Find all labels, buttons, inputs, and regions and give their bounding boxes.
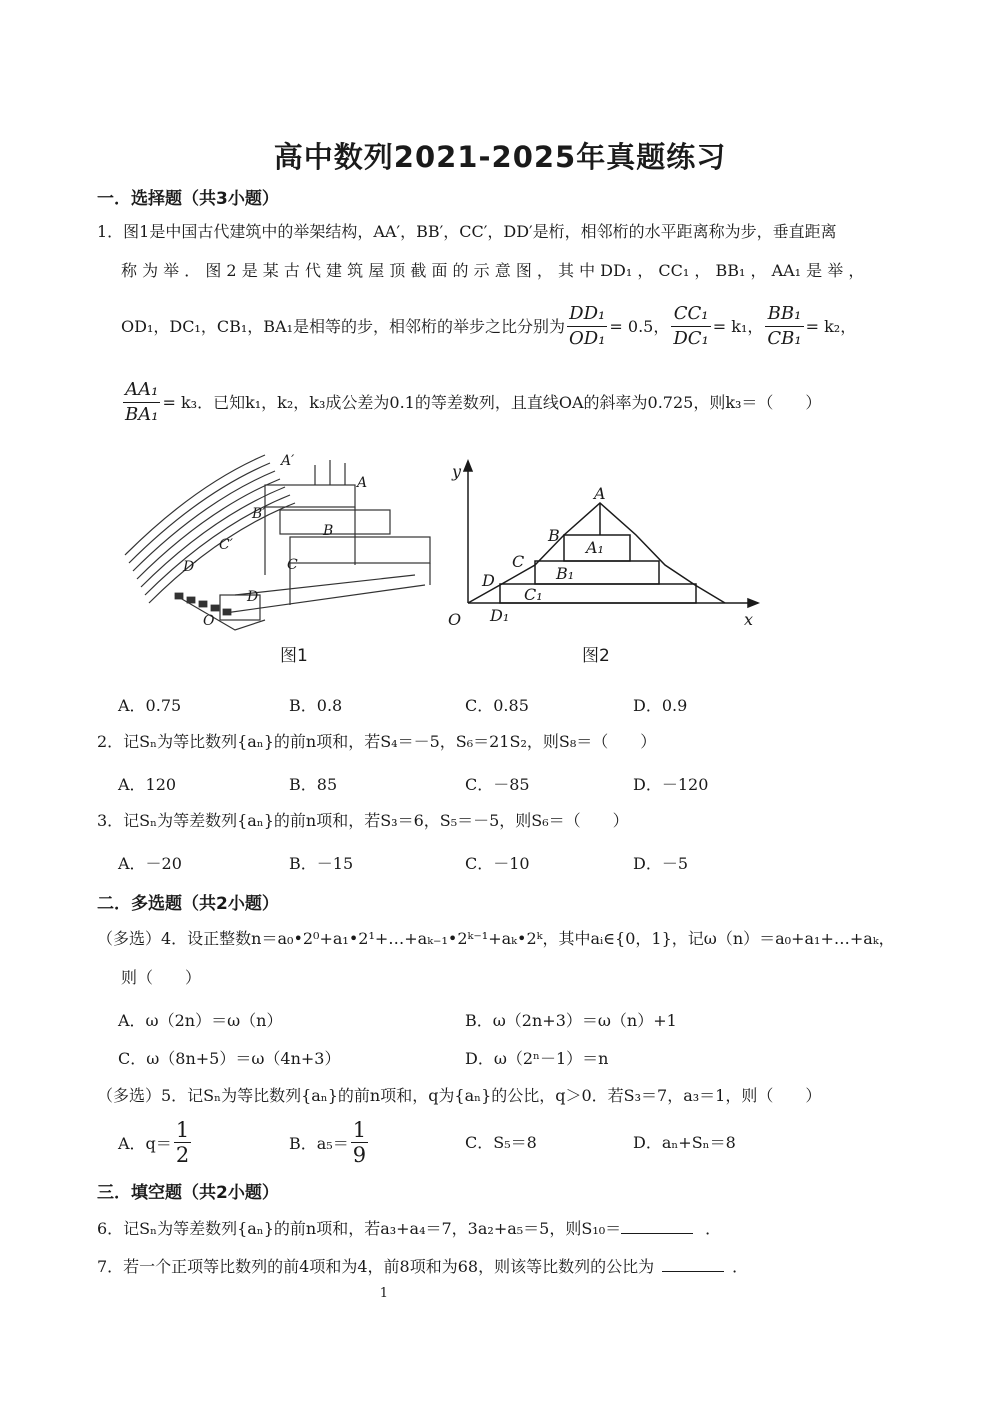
fig2-point-D: D <box>482 571 495 590</box>
fig1-label-O: O <box>203 613 215 629</box>
fig2-axis-y: y <box>452 462 462 481</box>
q4-line2: 则（ ） <box>121 968 202 987</box>
q1-option-c[interactable]: C．0.85 <box>465 696 529 715</box>
fig1-label-A-prime: A′ <box>281 453 295 469</box>
q1-line3 <box>121 302 856 351</box>
q5-option-b[interactable] <box>289 1118 370 1167</box>
q1-line2: 称 为 举 ． 图 2 是 某 古 代 建 筑 屋 顶 截 面 的 示 意 图 ， 其 中 DD₁ ， CC₁ ， BB₁ ， AA₁ 是 举 ， <box>121 261 865 280</box>
q5-option-a[interactable] <box>118 1118 193 1167</box>
q4-option-d[interactable]: D．ω（2ⁿ－1）＝n <box>465 1049 609 1068</box>
fig2-point-D1: D₁ <box>490 606 510 625</box>
fig1-label-A: A <box>357 475 368 491</box>
frac-denominator: OD₁ <box>569 328 606 349</box>
frac-numerator: CC₁ <box>671 302 710 327</box>
fig2-point-B1: B₁ <box>556 564 575 583</box>
fig1-label-B-prime: B′ <box>252 506 266 522</box>
frac-denominator: DC₁ <box>673 328 709 349</box>
q1-line3-text: OD₁，DC₁，CB₁，BA₁是相等的步，相邻桁的举步之比分别为 <box>121 316 565 336</box>
figure-2-cross-section <box>440 455 770 635</box>
fig2-point-A1: A₁ <box>586 538 604 557</box>
page-title: 高中数列2021-2025年真题练习 <box>273 140 727 174</box>
fig2-point-C1: C₁ <box>524 585 543 604</box>
ratio-dd1-od1 <box>567 302 607 351</box>
q5-option-d[interactable]: D．aₙ+Sₙ＝8 <box>633 1133 736 1152</box>
page-number: 1 <box>379 1286 388 1301</box>
q2-option-a[interactable]: A．120 <box>118 775 177 794</box>
q3-text: 3．记Sₙ为等差数列{aₙ}的前n项和，若S₃＝6，S₅＝－5，则S₆＝（ ） <box>97 811 629 830</box>
frac-numerator: AA₁ <box>123 378 160 403</box>
q1-line1: 1．图1是中国古代建筑中的举架结构，AA′，BB′，CC′，DD′是桁，相邻桁的水平距离称为步，垂直距离 <box>97 222 837 241</box>
q5-option-b-label: B．a₅＝ <box>289 1134 349 1153</box>
frac-numerator: DD₁ <box>567 302 607 327</box>
q4-option-c[interactable]: C．ω（8n+5）＝ω（4n+3） <box>118 1049 341 1068</box>
section-heading-fill: 三．填空题（共2小题） <box>97 1183 279 1203</box>
q5-option-a-fraction <box>174 1118 191 1167</box>
fig2-point-C: C <box>512 552 525 571</box>
fig1-label-C-prime: C′ <box>219 537 233 553</box>
fig2-point-A: A <box>594 484 606 503</box>
q7-line <box>97 1255 748 1278</box>
q4-option-a[interactable]: A．ω（2n）＝ω（n） <box>118 1011 283 1030</box>
frac-denominator: 9 <box>352 1143 367 1167</box>
q2-option-b[interactable]: B．85 <box>289 775 338 794</box>
section-heading-multi: 二．多选题（共2小题） <box>97 894 279 914</box>
q1-option-a[interactable]: A．0.75 <box>118 696 182 715</box>
frac-denominator: 2 <box>175 1143 190 1167</box>
section-heading-choice: 一．选择题（共3小题） <box>97 189 279 209</box>
fig1-label-C: C <box>287 557 298 573</box>
q1-option-b[interactable]: B．0.8 <box>289 696 343 715</box>
ratio-cc1-dc1 <box>671 302 710 351</box>
fig1-label-D-prime: D′ <box>183 559 198 575</box>
frac-numerator: 1 <box>175 1118 190 1142</box>
q6-line <box>97 1217 721 1240</box>
q7-end: ． <box>732 1257 749 1276</box>
q3-option-c[interactable]: C．－10 <box>465 854 530 873</box>
fig2-axis-x: x <box>744 610 754 629</box>
frac-denominator: BA₁ <box>125 404 159 425</box>
frac-value: = k₂， <box>805 316 857 336</box>
q6-text: 6．记Sₙ为等差数列{aₙ}的前n项和，若a₃+a₄＝7，3a₂+a₅＝5，则S₁₀＝ <box>97 1219 622 1238</box>
frac-value: = k₁， <box>712 316 764 336</box>
q5-option-c[interactable]: C．S₅＝8 <box>465 1133 537 1152</box>
frac-numerator: 1 <box>352 1118 367 1142</box>
figure-1-caption: 图1 <box>280 646 308 666</box>
ratio-bb1-cb1 <box>765 302 803 351</box>
q5-option-a-label: A．q＝ <box>118 1134 172 1153</box>
q1-option-d[interactable]: D．0.9 <box>633 696 688 715</box>
frac-value: = k₃ <box>162 392 198 412</box>
figure-2-caption: 图2 <box>582 646 610 666</box>
q7-answer-blank[interactable] <box>662 1255 724 1272</box>
fig1-label-D: D <box>247 589 259 605</box>
q3-option-a[interactable]: A．－20 <box>118 854 182 873</box>
frac-denominator: CB₁ <box>767 328 802 349</box>
q4-option-b[interactable]: B．ω（2n+3）＝ω（n）+1 <box>465 1011 677 1030</box>
q2-option-d[interactable]: D．－120 <box>633 775 709 794</box>
q6-end: ． <box>705 1219 722 1238</box>
fig2-point-B: B <box>548 526 560 545</box>
q1-line4 <box>121 378 821 427</box>
q3-option-b[interactable]: B．－15 <box>289 854 354 873</box>
q1-line4-text: ．已知k₁，k₂，k₃成公差为0.1的等差数列，且直线OA的斜率为0.725，则k₃＝（ ） <box>197 392 822 412</box>
q2-text: 2．记Sₙ为等比数列{aₙ}的前n项和，若S₄＝－5，S₆＝21S₂，则S₈＝（ ） <box>97 732 657 751</box>
fig2-origin-O: O <box>448 610 462 629</box>
q3-option-d[interactable]: D．－5 <box>633 854 689 873</box>
q2-option-c[interactable]: C．－85 <box>465 775 530 794</box>
frac-numerator: BB₁ <box>765 302 803 327</box>
fig1-label-B: B <box>323 523 334 539</box>
ratio-aa1-ba1 <box>123 378 160 427</box>
figure-1-roof-structure <box>115 445 440 635</box>
q7-text: 7．若一个正项等比数列的前4项和为4，前8项和为68，则该等比数列的公比为 <box>97 1257 655 1276</box>
q4-line1: （多选）4．设正整数n＝a₀•2⁰+a₁•2¹+…+aₖ₋₁•2ᵏ⁻¹+aₖ•2ᵏ，其中aᵢ∈{0，1}，记ω（n）＝a₀+a₁+…+aₖ， <box>97 929 895 948</box>
frac-value: = 0.5， <box>609 316 670 336</box>
q5-text: （多选）5．记Sₙ为等比数列{aₙ}的前n项和，q为{aₙ}的公比，q＞0．若S₃＝7，a₃＝1，则（ ） <box>97 1086 822 1105</box>
q5-option-b-fraction <box>351 1118 368 1167</box>
q6-answer-blank[interactable] <box>621 1217 693 1234</box>
